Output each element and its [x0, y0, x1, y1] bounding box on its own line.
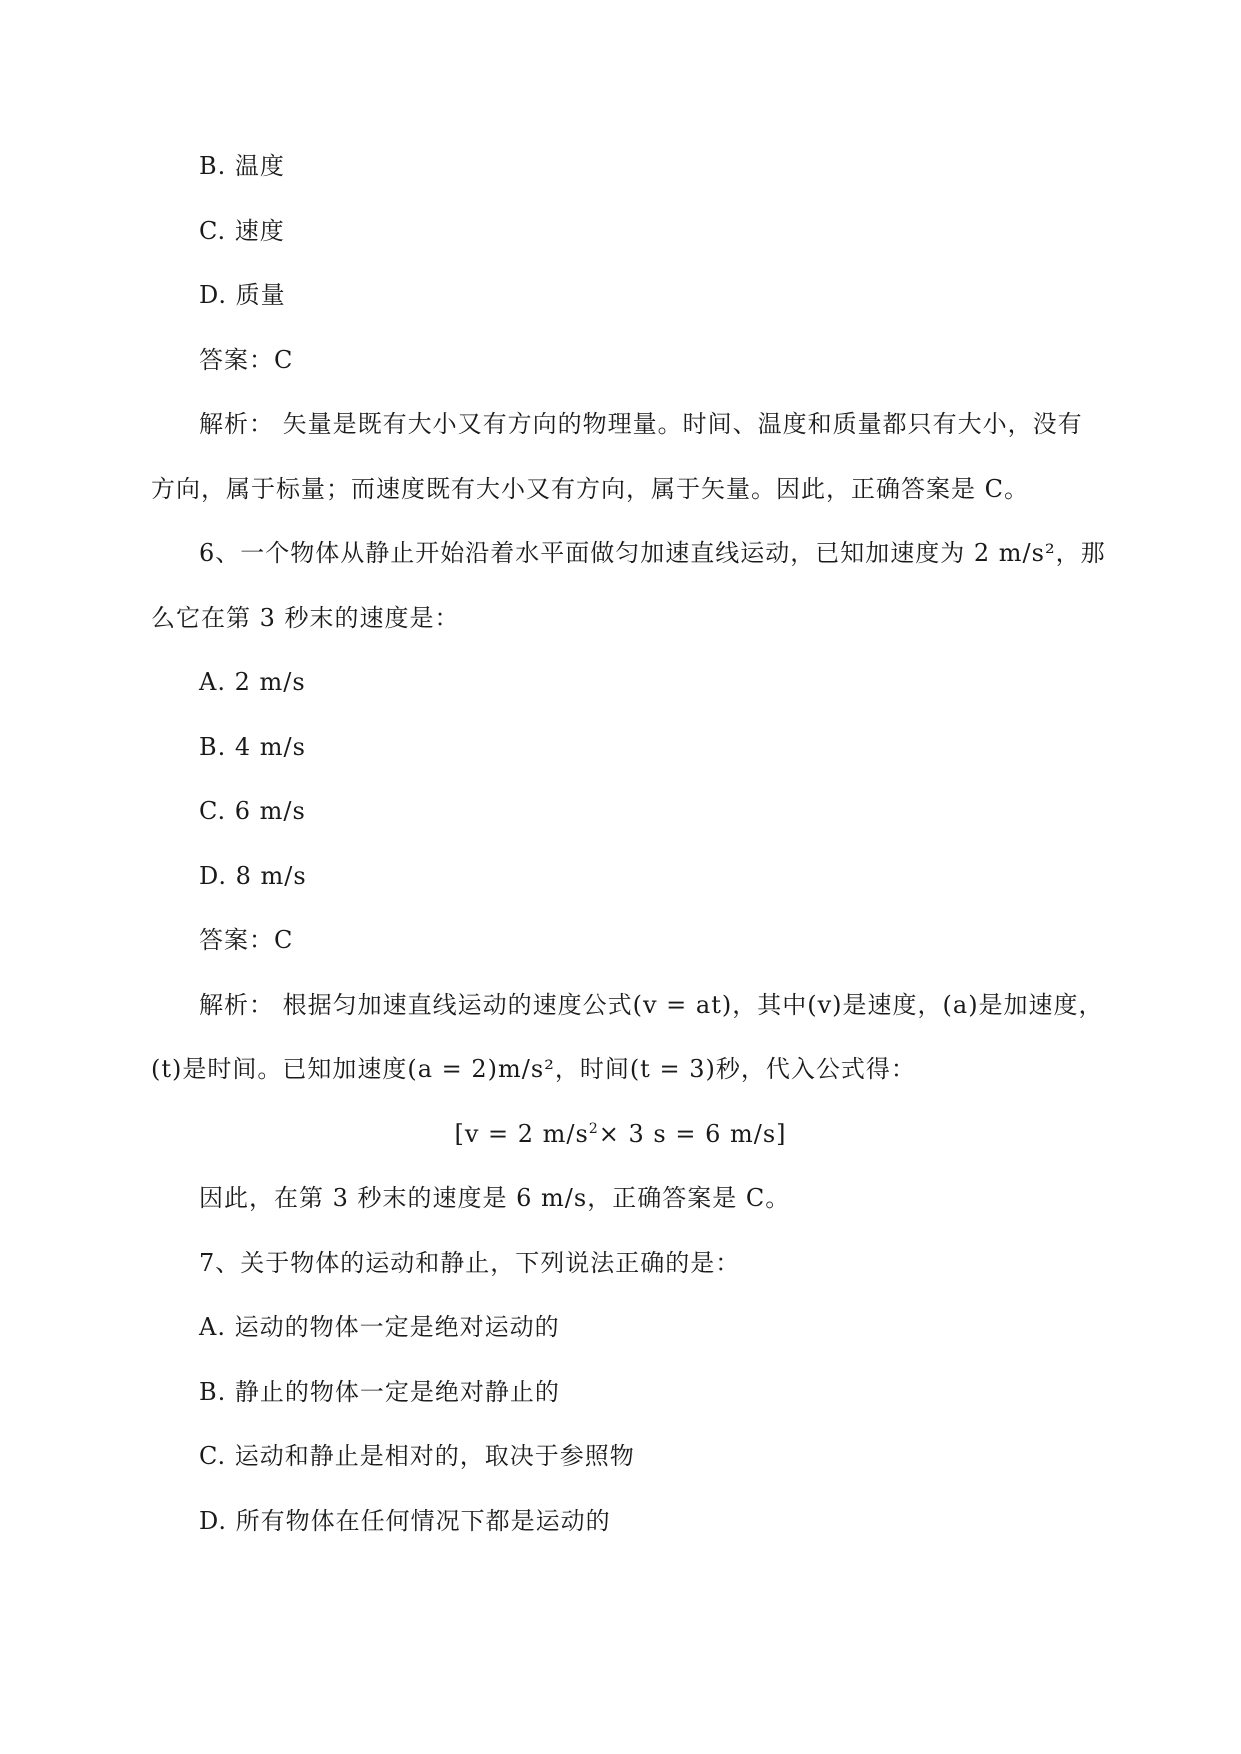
q6-option-c: C. 6 m/s [199, 797, 306, 825]
q6-analysis-line2: (t)是时间。已知加速度(a = 2)m/s²，时间(t = 3)秒，代入公式得： [151, 1055, 916, 1083]
q6-stem-line1: 6、一个物体从静止开始沿着水平面做匀加速直线运动，已知加速度为 2 m/s²，那 [199, 539, 1106, 567]
q5-analysis-line1: 解析： 矢量是既有大小又有方向的物理量。时间、温度和质量都只有大小，没有 [199, 410, 1083, 438]
equation-prefix: [v = 2 m/s [454, 1120, 589, 1148]
q5-option-c: C. 速度 [199, 217, 285, 245]
q7-option-d: D. 所有物体在任何情况下都是运动的 [199, 1507, 611, 1535]
q7-option-b: B. 静止的物体一定是绝对静止的 [199, 1378, 560, 1406]
q5-answer: 答案：C [199, 346, 294, 374]
q6-equation [0, 1116, 1241, 1152]
equation-suffix: × 3 s = 6 m/s] [598, 1120, 787, 1148]
q7-option-c: C. 运动和静止是相对的，取决于参照物 [199, 1442, 635, 1470]
q5-option-d: D. 质量 [199, 281, 286, 309]
equation-exponent: 2 [588, 1121, 599, 1137]
q7-stem: 7、关于物体的运动和静止，下列说法正确的是： [199, 1249, 741, 1277]
q6-analysis-line1: 解析： 根据匀加速直线运动的速度公式(v = at)，其中(v)是速度，(a)是加速度， [199, 991, 1104, 1019]
q6-conclusion: 因此，在第 3 秒末的速度是 6 m/s，正确答案是 C。 [199, 1184, 791, 1212]
q6-option-b: B. 4 m/s [199, 733, 306, 761]
q6-option-a: A. 2 m/s [199, 668, 306, 696]
q7-option-a: A. 运动的物体一定是绝对运动的 [199, 1313, 560, 1341]
q6-option-d: D. 8 m/s [199, 862, 307, 890]
q6-stem-line2: 么它在第 3 秒末的速度是： [151, 604, 460, 632]
q5-option-b: B. 温度 [199, 152, 285, 180]
q5-analysis-line2: 方向，属于标量；而速度既有大小又有方向，属于矢量。因此，正确答案是 C。 [151, 475, 1029, 503]
q6-answer: 答案：C [199, 926, 294, 954]
